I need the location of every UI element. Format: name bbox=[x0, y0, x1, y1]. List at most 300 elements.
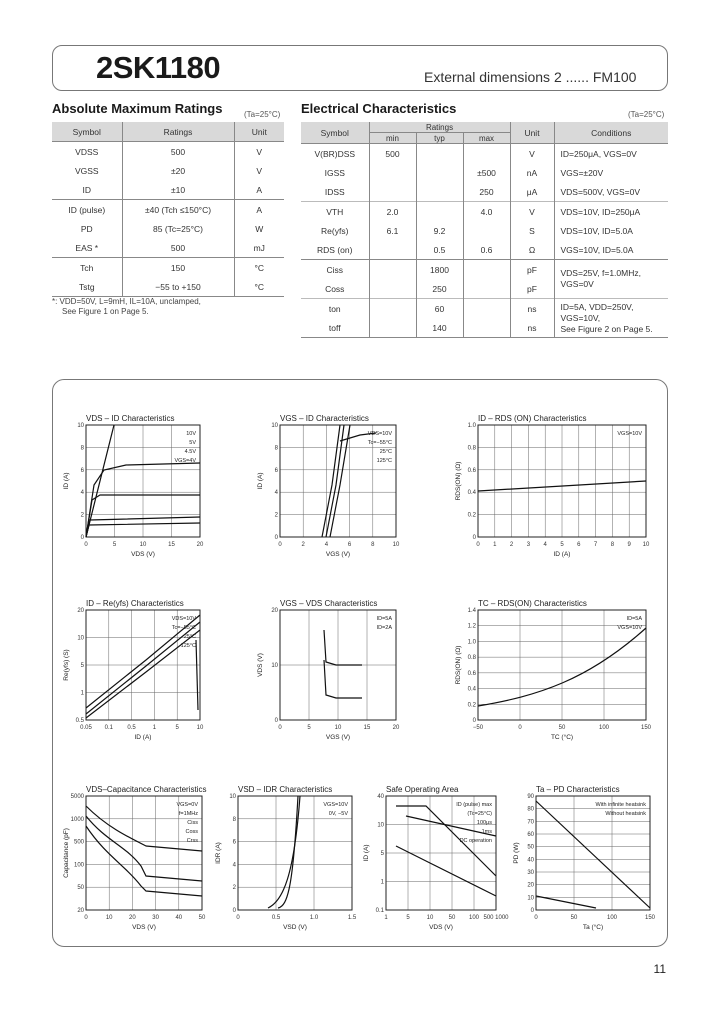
y-axis-label: ID (A) bbox=[363, 844, 370, 862]
curve-label: VDS=10V bbox=[367, 431, 392, 437]
elec-max: 250 bbox=[463, 182, 510, 202]
x-tick-label: 40 bbox=[175, 915, 183, 921]
abs-max-unit: W bbox=[234, 219, 284, 238]
abs-max-rating: ±20 bbox=[122, 161, 234, 180]
col-max: max bbox=[463, 133, 510, 144]
y-tick-label: 0.5 bbox=[75, 718, 84, 724]
elec-row bbox=[301, 163, 668, 182]
x-tick-label: 4 bbox=[543, 542, 547, 548]
elec-unit: pF bbox=[510, 260, 554, 280]
y-tick-label: 500 bbox=[73, 839, 84, 846]
y-tick-label: 30 bbox=[527, 870, 534, 876]
y-tick-label: 20 bbox=[527, 882, 534, 889]
x-axis-label: TC (°C) bbox=[550, 734, 574, 741]
elec-min bbox=[369, 260, 416, 280]
x-tick-label: 10 bbox=[105, 915, 113, 921]
curve bbox=[536, 801, 650, 908]
abs-max-rating: 150 bbox=[122, 258, 234, 278]
y-tick-label: 5000 bbox=[70, 794, 84, 800]
abs-max-row bbox=[52, 277, 284, 297]
x-tick-label: 50 bbox=[570, 915, 578, 921]
elec-row bbox=[301, 202, 668, 222]
x-tick-label: 10 bbox=[196, 725, 204, 731]
y-tick-label: 10 bbox=[271, 663, 278, 669]
abs-max-unit: A bbox=[234, 180, 284, 200]
curve bbox=[322, 425, 340, 537]
x-tick-label: 0 bbox=[518, 725, 522, 731]
abs-max-table bbox=[52, 122, 284, 297]
y-tick-label: 0 bbox=[80, 535, 84, 541]
elec-symbol: Coss bbox=[325, 283, 345, 294]
abs-max-unit: A bbox=[234, 200, 284, 220]
elec-conditions: VGS=±20V bbox=[554, 163, 668, 182]
abs-max-row bbox=[52, 200, 284, 220]
elec-max bbox=[463, 279, 510, 299]
x-tick-label: 0 bbox=[278, 725, 282, 731]
y-tick-label: 50 bbox=[77, 885, 84, 892]
x-tick-label: 0 bbox=[84, 542, 88, 548]
curve-label: VDS=10V bbox=[171, 616, 196, 622]
x-tick-label: 6 bbox=[347, 542, 352, 548]
graph-plot bbox=[62, 425, 206, 559]
curve bbox=[278, 796, 298, 908]
x-tick-label: 50 bbox=[198, 915, 206, 921]
y-tick-label: 0.2 bbox=[467, 512, 476, 519]
curve-label: VGS=0V bbox=[176, 802, 198, 808]
elec-unit: pF bbox=[510, 279, 554, 299]
y-axis-label: IDR (A) bbox=[215, 842, 222, 864]
x-tick-label: 5 bbox=[112, 542, 117, 548]
curve bbox=[196, 640, 198, 710]
elec-max bbox=[463, 221, 510, 240]
elec-row bbox=[301, 221, 668, 240]
curve-label: VGS=10V bbox=[617, 431, 642, 437]
y-tick-label: 0.6 bbox=[467, 670, 476, 677]
y-tick-label: 0.8 bbox=[467, 445, 476, 452]
x-tick-label: 1 bbox=[493, 542, 497, 548]
col-unit: Unit bbox=[510, 122, 554, 144]
curve-label: Without heatsink bbox=[605, 811, 646, 817]
y-tick-label: 5 bbox=[80, 663, 84, 669]
x-tick-label: 1.0 bbox=[309, 915, 319, 921]
curve-label: 25°C bbox=[379, 449, 392, 455]
abs-max-row bbox=[52, 219, 284, 238]
curve bbox=[268, 796, 300, 908]
curve bbox=[324, 660, 362, 698]
x-axis-label: VGS (V) bbox=[325, 551, 351, 558]
graph-plot bbox=[256, 610, 402, 742]
y-tick-label: 5 bbox=[380, 851, 384, 857]
abs-max-row bbox=[52, 238, 284, 258]
abs-max-header-row bbox=[52, 122, 284, 142]
elec-conditions: VDS=10V, ID=5.0A bbox=[554, 221, 668, 240]
curve-label: With infinite heatsink bbox=[595, 802, 646, 808]
elec-unit: Ω bbox=[510, 240, 554, 260]
x-tick-label: 10 bbox=[642, 542, 650, 548]
abs-max-unit: °C bbox=[234, 277, 284, 297]
abs-max-title: Absolute Maximum Ratings bbox=[52, 101, 223, 116]
graph-plot bbox=[256, 425, 402, 559]
graph-title: VGS – VDS Characteristics bbox=[280, 599, 378, 608]
abs-max-symbol: PD bbox=[80, 223, 93, 234]
curve-label: Crss bbox=[186, 838, 198, 844]
graph-plot bbox=[454, 610, 652, 742]
x-tick-label: 1 bbox=[384, 915, 388, 921]
curve-label: VGS=10V bbox=[617, 625, 642, 631]
y-tick-label: 4 bbox=[232, 862, 236, 869]
abs-max-symbol: VDSS bbox=[52, 142, 122, 162]
abs-max-row bbox=[52, 161, 284, 180]
curve-label: f=1MHz bbox=[178, 811, 198, 817]
elec-typ: 250 bbox=[416, 279, 463, 299]
elec-max: 4.0 bbox=[463, 202, 510, 222]
graph-title: ID – Re(yfs) Characteristics bbox=[86, 599, 184, 608]
curve-label: (Tc=25°C) bbox=[467, 811, 492, 817]
abs-max-symbol: VGSS bbox=[74, 165, 99, 176]
y-tick-label: 4 bbox=[80, 490, 84, 497]
y-tick-label: 50 bbox=[527, 844, 534, 851]
y-tick-label: 100 bbox=[73, 862, 84, 869]
x-tick-label: 20 bbox=[392, 725, 400, 731]
elec-max bbox=[463, 299, 510, 319]
y-tick-label: 1.2 bbox=[467, 623, 476, 630]
curve-label: 10V bbox=[186, 431, 196, 437]
elec-min bbox=[369, 163, 416, 182]
abs-max-unit: °C bbox=[234, 258, 284, 278]
abs-max-row bbox=[52, 258, 284, 278]
elec-row bbox=[301, 260, 668, 280]
graph-title: VSD – IDR Characteristics bbox=[238, 785, 333, 794]
x-tick-label: 20 bbox=[129, 915, 136, 921]
abs-max-rating: ±10 bbox=[122, 180, 234, 200]
y-tick-label: 6 bbox=[274, 467, 278, 474]
elec-max bbox=[463, 144, 510, 164]
x-tick-label: 5 bbox=[175, 725, 179, 731]
x-tick-label: 5 bbox=[406, 915, 410, 921]
cap-cond-1: VDS=25V, f=1.0MHz, bbox=[560, 268, 641, 278]
y-tick-label: 1 bbox=[380, 879, 384, 886]
x-tick-label: 15 bbox=[168, 542, 175, 548]
elec-row bbox=[301, 182, 668, 202]
x-tick-label: 0 bbox=[476, 542, 480, 548]
curve-label: VGS=10V bbox=[323, 802, 348, 808]
x-tick-label: 30 bbox=[152, 915, 159, 921]
x-axis-label: VDS (V) bbox=[131, 551, 155, 558]
elec-symbol: RDS (on) bbox=[317, 244, 353, 255]
graph-plot bbox=[62, 610, 206, 742]
abs-max-rating: ±40 (Tch ≤150°C) bbox=[122, 200, 234, 220]
y-axis-label: RDS(ON) (Ω) bbox=[455, 645, 462, 685]
y-tick-label: 10 bbox=[229, 794, 236, 800]
elec-typ: 140 bbox=[416, 318, 463, 338]
sw-cond-1: ID=5A, VDD=250V, bbox=[560, 301, 634, 312]
elec-conditions bbox=[554, 299, 668, 338]
abs-max-symbol: ID (pulse) bbox=[52, 200, 122, 220]
curve-label: ID=5A bbox=[376, 616, 392, 622]
y-tick-label: 6 bbox=[232, 839, 236, 846]
y-tick-label: 90 bbox=[527, 794, 534, 800]
x-tick-label: 3 bbox=[526, 542, 531, 548]
x-tick-label: 0 bbox=[534, 915, 538, 921]
elec-min bbox=[369, 240, 416, 260]
abs-max-symbol: Tstg bbox=[78, 281, 95, 292]
curve-label: VGS=4V bbox=[174, 458, 196, 464]
x-tick-label: 5 bbox=[560, 542, 564, 548]
graph-plot bbox=[214, 796, 358, 932]
curve bbox=[536, 896, 596, 908]
y-tick-label: 0 bbox=[472, 535, 476, 541]
curve-label: ID=5A bbox=[626, 616, 642, 622]
col-typ: typ bbox=[416, 133, 463, 144]
curve-label: Tc=−55°C bbox=[367, 440, 392, 446]
x-tick-label: 1.5 bbox=[347, 915, 357, 921]
graph-plot bbox=[362, 794, 509, 932]
elec-unit: nA bbox=[510, 163, 554, 182]
x-tick-label: 10 bbox=[334, 725, 342, 731]
y-tick-label: 1.4 bbox=[467, 608, 476, 614]
curve-label: Coss bbox=[185, 829, 198, 835]
graph-plot bbox=[454, 425, 652, 559]
elec-max: ±500 bbox=[463, 163, 510, 182]
page-number: 11 bbox=[653, 962, 666, 976]
sw-cond-3: See Figure 2 on Page 5. bbox=[560, 323, 653, 334]
x-axis-label: ID (A) bbox=[553, 551, 571, 558]
x-tick-label: −50 bbox=[472, 725, 484, 731]
y-tick-label: 1 bbox=[80, 690, 84, 697]
col-symbol: Symbol bbox=[301, 122, 369, 144]
y-tick-label: 20 bbox=[77, 908, 84, 914]
x-tick-label: 9 bbox=[627, 542, 631, 548]
curve-label: ID (pulse) max bbox=[456, 802, 492, 808]
y-axis-label: RDS(ON) (Ω) bbox=[455, 461, 462, 501]
elec-min: 2.0 bbox=[369, 202, 416, 222]
abs-max-condition: (Ta=25°C) bbox=[244, 110, 281, 119]
y-axis-label: Re(yfs) (S) bbox=[63, 649, 70, 681]
elec-typ: 9.2 bbox=[416, 221, 463, 240]
elec-typ bbox=[416, 182, 463, 202]
y-tick-label: 10 bbox=[77, 635, 84, 642]
elec-conditions: ID=250μA, VGS=0V bbox=[554, 144, 668, 164]
graph-title: Safe Operating Area bbox=[386, 785, 459, 794]
x-tick-label: 2 bbox=[301, 542, 305, 548]
elec-title: Electrical Characteristics bbox=[301, 101, 457, 116]
elec-max bbox=[463, 260, 510, 280]
graph-title: TC – RDS(ON) Characteristics bbox=[478, 599, 587, 608]
x-tick-label: 0.5 bbox=[271, 915, 281, 921]
curve bbox=[396, 846, 496, 896]
elec-conditions: VDS=10V, ID=250μA bbox=[554, 202, 668, 222]
x-tick-label: 0 bbox=[236, 915, 240, 921]
x-tick-label: 500 1000 bbox=[483, 915, 509, 921]
col-min: min bbox=[369, 133, 416, 144]
abs-max-row bbox=[52, 180, 284, 200]
elec-symbol: V(BR)DSS bbox=[301, 144, 369, 164]
elec-table bbox=[301, 122, 668, 338]
elec-row bbox=[301, 240, 668, 260]
abs-max-unit: V bbox=[234, 142, 284, 162]
curve bbox=[86, 826, 202, 896]
y-axis-label: ID (A) bbox=[63, 472, 70, 490]
elec-typ bbox=[416, 163, 463, 182]
elec-conditions bbox=[554, 260, 668, 299]
y-tick-label: 20 bbox=[77, 608, 84, 614]
y-tick-label: 2 bbox=[274, 512, 278, 519]
x-tick-label: 10 bbox=[392, 542, 400, 548]
x-axis-label: Ta (°C) bbox=[582, 924, 604, 931]
x-tick-label: 1 bbox=[152, 725, 157, 731]
elec-min bbox=[369, 318, 416, 338]
graph-title: VGS – ID Characteristics bbox=[280, 414, 369, 423]
elec-symbol: Re(yfs) bbox=[321, 225, 349, 236]
curve-label: 125°C bbox=[376, 458, 392, 464]
graph-title: ID – RDS (ON) Characteristics bbox=[478, 414, 587, 423]
sw-cond-2: VGS=10V, bbox=[560, 312, 601, 323]
x-axis-label: VDS (V) bbox=[132, 924, 156, 931]
x-tick-label: 0.5 bbox=[127, 725, 136, 731]
y-tick-label: 10 bbox=[527, 895, 534, 902]
elec-symbol: IGSS bbox=[324, 167, 345, 178]
y-tick-label: 60 bbox=[527, 832, 534, 838]
elec-unit: μA bbox=[510, 182, 554, 202]
part-number: 2SK1180 bbox=[96, 50, 221, 85]
abs-max-rating: 500 bbox=[122, 238, 234, 258]
y-tick-label: 70 bbox=[527, 819, 534, 826]
abs-max-note-1: *: VDD=50V, L=9mH, IL=10A, unclamped, bbox=[52, 297, 201, 306]
x-tick-label: 15 bbox=[363, 725, 371, 731]
curve-label: 1ms bbox=[481, 829, 492, 835]
y-tick-label: 2 bbox=[232, 885, 236, 892]
elec-typ bbox=[416, 202, 463, 222]
elec-unit: V bbox=[510, 144, 554, 164]
col-ratings: Ratings bbox=[122, 122, 234, 142]
abs-max-note-2: See Figure 1 on Page 5. bbox=[62, 307, 149, 316]
elec-condition: (Ta=25°C) bbox=[628, 110, 665, 119]
y-tick-label: 8 bbox=[232, 816, 236, 823]
y-tick-label: 2 bbox=[80, 512, 84, 519]
y-tick-label: 0.6 bbox=[467, 467, 476, 474]
y-tick-label: 0.1 bbox=[375, 908, 384, 914]
elec-conditions: VGS=10V, ID=5.0A bbox=[554, 240, 668, 260]
elec-unit: V bbox=[510, 202, 554, 222]
graph-plot bbox=[62, 796, 208, 932]
curve bbox=[326, 425, 344, 537]
curve bbox=[324, 630, 362, 665]
y-tick-label: 10 bbox=[377, 822, 384, 829]
y-tick-label: 80 bbox=[527, 806, 534, 813]
y-tick-label: 10 bbox=[77, 423, 84, 429]
curve-label: 100μs bbox=[476, 820, 492, 826]
y-axis-label: Capacitance (pF) bbox=[63, 828, 70, 878]
x-tick-label: 5 bbox=[307, 725, 311, 731]
x-tick-label: 7 bbox=[593, 542, 598, 548]
x-tick-label: 100 bbox=[598, 725, 610, 731]
y-tick-label: 0.4 bbox=[467, 686, 476, 693]
curve-label: ID=2A bbox=[376, 625, 392, 631]
x-tick-label: 10 bbox=[139, 542, 147, 548]
curve-label: DC operation bbox=[459, 838, 492, 844]
x-axis-label: VDS (V) bbox=[429, 924, 453, 931]
elec-symbol: VTH bbox=[301, 202, 369, 222]
y-tick-label: 0 bbox=[274, 535, 278, 541]
x-tick-label: 2 bbox=[509, 542, 514, 548]
y-tick-label: 10 bbox=[271, 423, 278, 429]
elec-row bbox=[301, 299, 668, 319]
elec-unit: ns bbox=[510, 299, 554, 319]
graph-title: VDS – ID Characteristics bbox=[86, 414, 175, 423]
x-tick-label: 0.1 bbox=[104, 725, 113, 731]
abs-max-rating: 500 bbox=[122, 142, 234, 162]
abs-max-row bbox=[52, 142, 284, 162]
elec-min bbox=[369, 299, 416, 319]
col-ratings: Ratings bbox=[369, 122, 510, 133]
y-tick-label: 20 bbox=[271, 608, 278, 614]
x-tick-label: 8 bbox=[610, 542, 615, 548]
y-tick-label: 1.0 bbox=[467, 639, 476, 646]
abs-max-symbol: EAS * bbox=[75, 242, 99, 253]
curve-label: 125°C bbox=[180, 643, 196, 649]
y-tick-label: 0 bbox=[274, 718, 278, 724]
x-tick-label: 50 bbox=[558, 725, 566, 731]
elec-max: 0.6 bbox=[463, 240, 510, 260]
x-tick-label: 0 bbox=[278, 542, 282, 548]
x-axis-label: VGS (V) bbox=[325, 734, 351, 741]
y-tick-label: 0.2 bbox=[467, 702, 476, 709]
abs-max-unit: mJ bbox=[234, 238, 284, 258]
col-symbol: Symbol bbox=[52, 122, 122, 142]
x-tick-label: 150 bbox=[644, 915, 656, 921]
y-tick-label: 0.8 bbox=[467, 655, 476, 662]
y-tick-label: 0.4 bbox=[467, 490, 476, 497]
x-tick-label: 50 bbox=[448, 915, 456, 921]
elec-header-row-1 bbox=[301, 122, 668, 133]
elec-min bbox=[369, 182, 416, 202]
graph-plot bbox=[512, 796, 656, 932]
x-axis-label: ID (A) bbox=[134, 734, 152, 741]
external-dimensions: External dimensions 2 ...... FM100 bbox=[424, 69, 637, 85]
x-axis-label: VSD (V) bbox=[283, 924, 307, 931]
curve-label: 5V bbox=[189, 440, 196, 446]
y-tick-label: 40 bbox=[527, 857, 534, 864]
y-tick-label: 1000 bbox=[70, 816, 84, 823]
elec-min: 500 bbox=[369, 144, 416, 164]
x-tick-label: 10 bbox=[426, 915, 434, 921]
y-tick-label: 1.0 bbox=[467, 423, 476, 429]
curve-label: Ciss bbox=[187, 820, 198, 826]
elec-typ: 0.5 bbox=[416, 240, 463, 260]
graph-title: Ta – PD Characteristics bbox=[536, 785, 620, 794]
x-tick-label: 4 bbox=[324, 542, 329, 548]
y-tick-label: 0 bbox=[530, 908, 534, 914]
abs-max-symbol: ID bbox=[82, 184, 91, 195]
y-axis-label: VDS (V) bbox=[257, 653, 264, 677]
col-conditions: Conditions bbox=[554, 122, 668, 144]
abs-max-rating: 85 (Tc=25°C) bbox=[122, 219, 234, 238]
cap-cond-2: VGS=0V bbox=[560, 279, 594, 289]
y-tick-label: 40 bbox=[377, 794, 384, 800]
curve-label: 25°C bbox=[183, 634, 196, 640]
y-axis-label: ID (A) bbox=[257, 472, 264, 490]
elec-symbol: IDSS bbox=[324, 186, 345, 197]
x-tick-label: 0 bbox=[84, 915, 88, 921]
elec-min: 6.1 bbox=[369, 221, 416, 240]
elec-row bbox=[301, 144, 668, 164]
x-tick-label: 150 bbox=[640, 725, 652, 731]
elec-conditions: VDS=500V, VGS=0V bbox=[554, 182, 668, 202]
x-tick-label: 100 bbox=[468, 915, 480, 921]
elec-unit: ns bbox=[510, 318, 554, 338]
elec-symbol: toff bbox=[328, 322, 341, 333]
y-tick-label: 8 bbox=[274, 445, 278, 452]
